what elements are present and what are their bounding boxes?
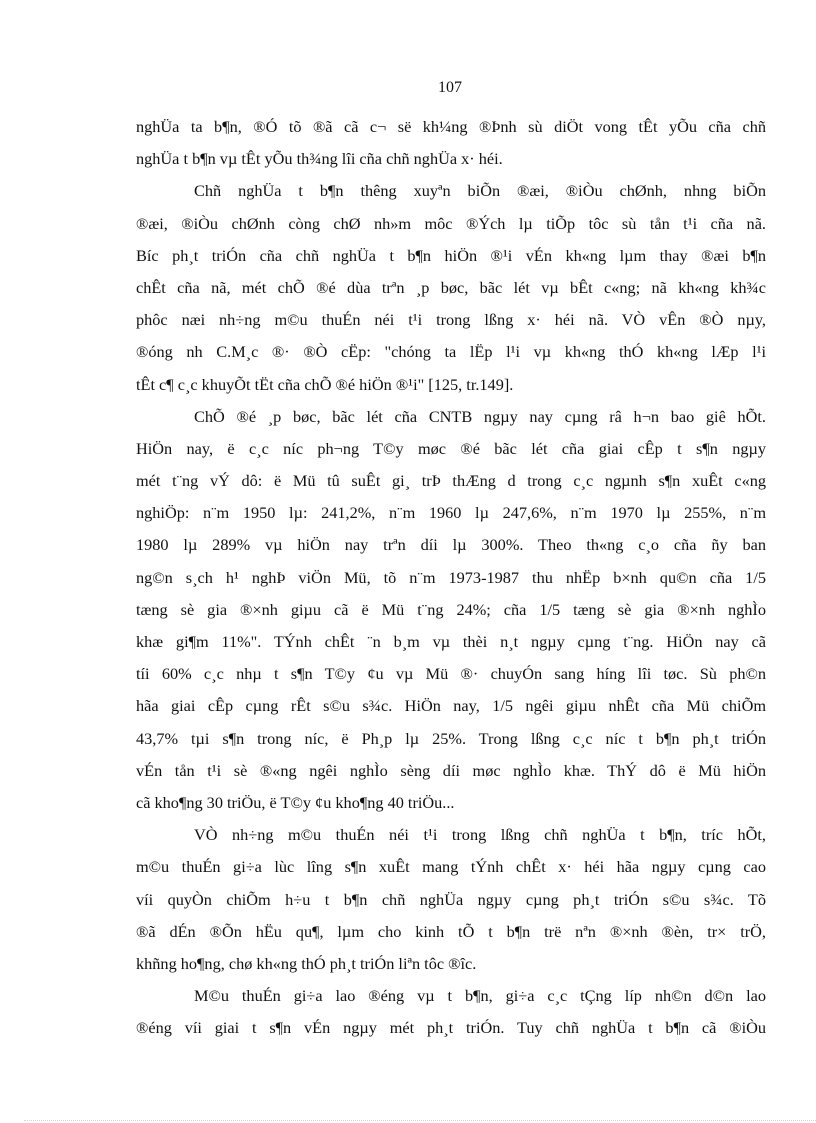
text-line: khæ gi¶m 11%". TÝnh chÊt ¨n b¸m vµ thèi n¸t ngµy cµng t¨ng. HiÖn nay cã bbox=[136, 632, 766, 651]
text-line: vÉn tån t¹i sè ®«ng ngêi nghÌo sèng díi møc nghÌo khæ. ThÝ dô ë Mü hiÖn bbox=[136, 760, 766, 780]
text-line: nghÜa t b¶n vµ tÊt yÕu th¾ng lîi cña chñ nghÜa x· héi. bbox=[136, 149, 503, 169]
text-line: VÒ nh÷ng m©u thuÉn néi t¹i trong lßng chñ nghÜa t b¶n, tríc hÕt, bbox=[194, 825, 766, 845]
text-line: ®éng víi giai t s¶n vÉn ngµy mét ph¸t triÓn. Tuy chñ nghÜa t b¶n cã ®iÒu bbox=[136, 1018, 766, 1038]
text-line: cã kho¶ng 30 triÖu, ë T©y ¢u kho¶ng 40 triÖu... bbox=[136, 792, 455, 812]
text-line: ®óng nh C.M¸c ®· ®Ò cËp: "chóng ta lËp l¹i vµ kh«ng thÓ kh«ng lÆp l¹i bbox=[136, 342, 766, 362]
text-line: 1980 lµ 289% vµ hiÖn nay trªn díi lµ 300%. Theo th«ng c¸o cña ñy ban bbox=[136, 535, 766, 555]
text-line: phôc næi nh÷ng m©u thuÉn néi t¹i trong lßng x· héi nã. VÒ vÊn ®Ò nµy, bbox=[136, 310, 766, 330]
text-line: ®ã dÉn ®Õn hËu qu¶, lµm cho kinh tÕ t b¶n trë nªn ®×nh ®èn, tr× trÖ, bbox=[136, 921, 766, 941]
text-line: víi quyÒn chiÕm h÷u t b¶n chñ nghÜa ngµy cµng ph¸t triÓn s©u s¾c. Tõ bbox=[136, 889, 766, 909]
text-line: nghiÖp: n¨m 1950 lµ: 241,2%, n¨m 1960 lµ 247,6%, n¨m 1970 lµ 255%, n¨m bbox=[136, 503, 766, 523]
paragraph bbox=[136, 980, 766, 1044]
text-line: Chñ nghÜa t b¶n thêng xuyªn biÕn ®æi, ®iÒu chØnh, nhng biÕn bbox=[194, 181, 766, 201]
text-line: tíi 60% c¸c nhµ t s¶n T©y ¢u vµ Mü ®· chuyÓn sang híng lîi tøc. Sù ph©n bbox=[136, 664, 766, 684]
paragraph bbox=[136, 401, 766, 819]
text-line: ng©n s¸ch h¹ nghÞ viÖn Mü, tõ n¨m 1973-1987 thu nhËp b×nh qu©n cña 1/5 bbox=[136, 567, 766, 587]
paragraph bbox=[136, 175, 766, 400]
paragraph bbox=[136, 819, 766, 980]
text-line: mét t¨ng vÝ dô: ë Mü tû suÊt gi¸ trÞ thÆng d trong c¸c ngµnh s¶n xuÊt c«ng bbox=[136, 471, 766, 491]
text-line: HiÖn nay, ë c¸c níc ph¬ng T©y møc ®é bãc lét cña giai cÊp t s¶n ngµy bbox=[136, 438, 766, 458]
text-line: Bíc ph¸t triÓn cña chñ nghÜa t b¶n hiÖn ®¹i vÉn kh«ng lµm thay ®æi b¶n bbox=[136, 245, 766, 265]
text-line: ChÕ ®é ¸p bøc, bãc lét cña CNTB ngµy nay cµng râ h¬n bao giê hÕt. bbox=[194, 406, 766, 426]
text-line: chÊt cña nã, mét chÕ ®é dùa trªn ¸p bøc, bãc lét vµ bÊt c«ng; nã kh«ng kh¾c bbox=[136, 277, 766, 297]
text-line: ®æi, ®iÒu chØnh còng chØ nh»m môc ®Ých lµ tiÕp tôc sù tån t¹i cña nã. bbox=[136, 213, 766, 233]
page-bottom-divider bbox=[24, 1120, 816, 1121]
body-text bbox=[136, 111, 766, 1044]
text-line: 43,7% tµi s¶n trong níc, ë Ph¸p lµ 25%. Trong lßng c¸c níc t b¶n ph¸t triÓn bbox=[136, 728, 766, 748]
text-line: hãa giai cÊp cµng rÊt s©u s¾c. HiÖn nay, 1/5 ngêi giµu nhÊt cña Mü chiÕm bbox=[136, 696, 766, 716]
paragraph bbox=[136, 111, 766, 175]
text-line: tæng sè gia ®×nh giµu cã ë Mü t¨ng 24%; cña 1/5 tæng sè gia ®×nh nghÌo bbox=[136, 599, 766, 619]
text-line: khñng ho¶ng, chø kh«ng thÓ ph¸t triÓn liªn tôc ®îc. bbox=[136, 953, 477, 973]
text-line: M©u thuÉn gi÷a lao ®éng vµ t b¶n, gi÷a c¸c tÇng líp nh©n d©n lao bbox=[194, 986, 766, 1006]
page-number: 107 bbox=[438, 79, 462, 96]
text-line: nghÜa ta b¶n, ®Ó tõ ®ã cã c¬ së kh¼ng ®Þnh sù diÖt vong tÊt yÕu cña chñ bbox=[136, 117, 766, 136]
text-line: tÊt c¶ c¸c khuyÕt tËt cña chÕ ®é hiÖn ®¹i" [125, tr.149]. bbox=[136, 374, 514, 394]
text-line: m©u thuÉn gi÷a lùc lîng s¶n xuÊt mang tÝnh chÊt x· héi hãa ngµy cµng cao bbox=[136, 857, 766, 877]
